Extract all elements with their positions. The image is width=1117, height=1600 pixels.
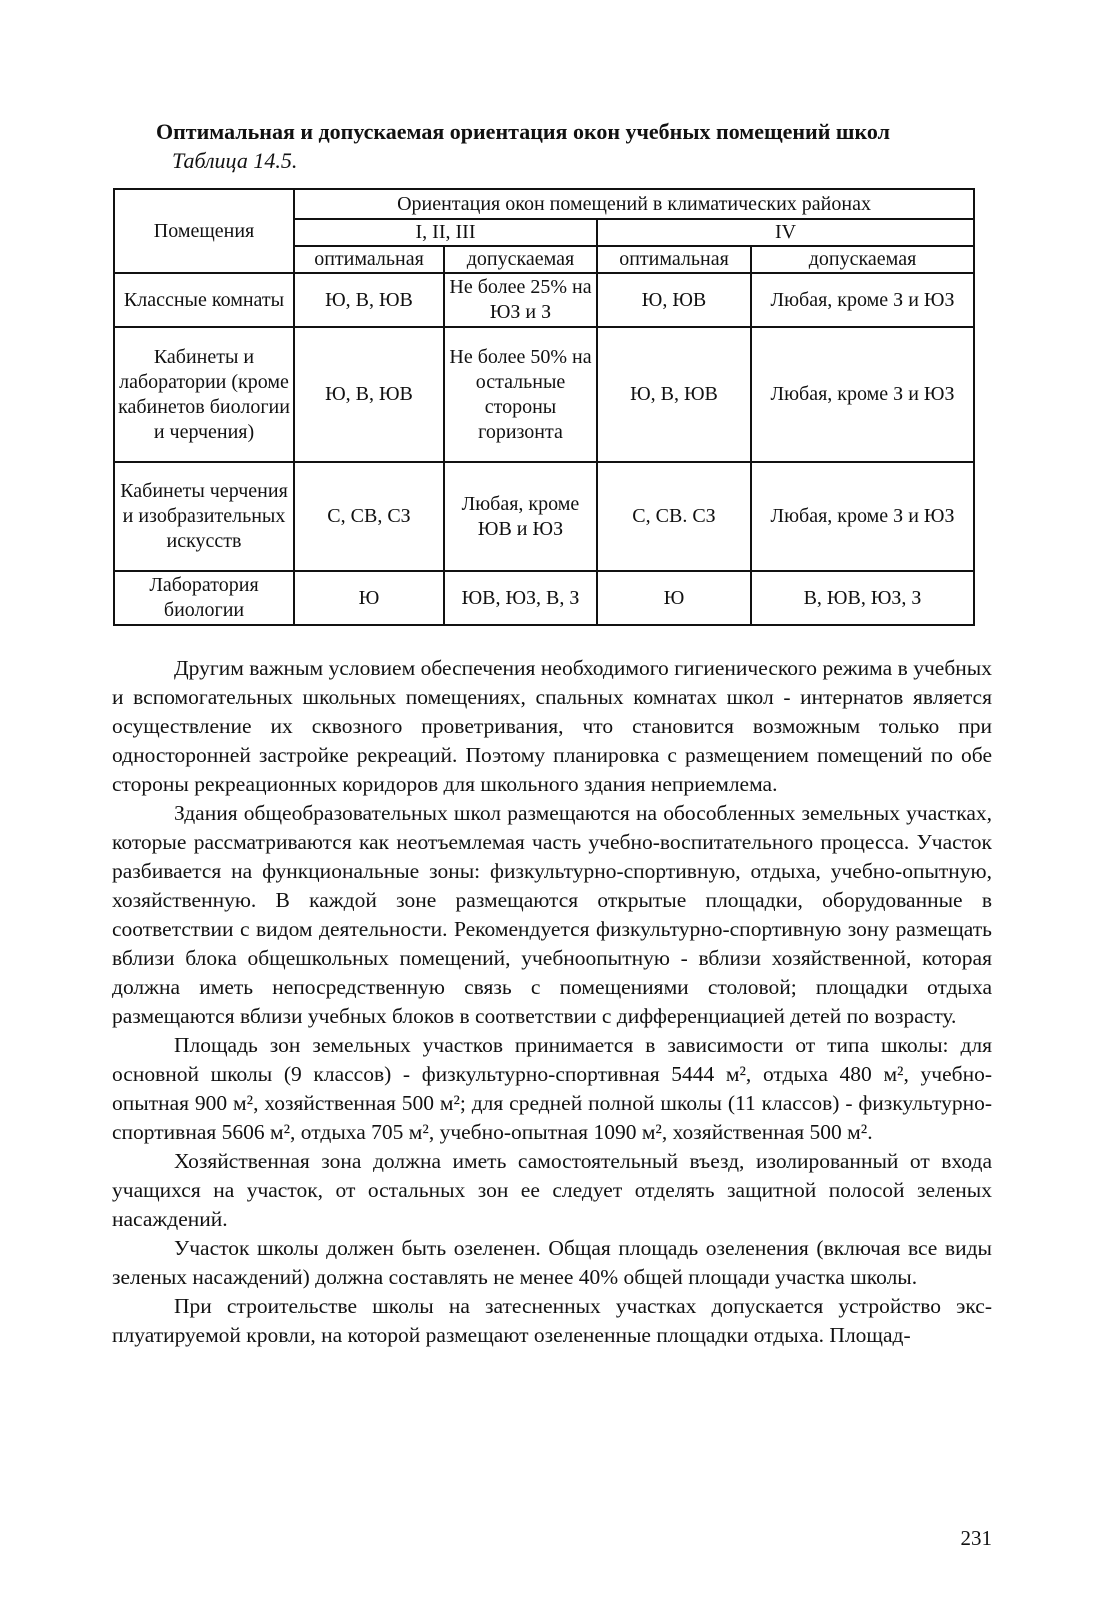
- subheader-optimal: оптимальная: [597, 246, 751, 273]
- table-cell: Не более 25% на ЮЗ и З: [444, 273, 597, 327]
- table-cell: С, СВ, СЗ: [294, 462, 444, 571]
- header-orientation-group: Ориентация окон помещений в климатических районах: [294, 189, 974, 219]
- table-cell: В, ЮВ, ЮЗ, З: [751, 571, 974, 625]
- table-cell: Ю: [294, 571, 444, 625]
- table-cell: Любая, кроме З и ЮЗ: [751, 273, 974, 327]
- table-cell: Ю, В, ЮВ: [294, 273, 444, 327]
- table-row: [114, 571, 974, 625]
- orientation-table: [113, 188, 975, 626]
- paragraph: Другим важным условием обеспечения необходимого гигиенического режима в учебных и вспомогательных школьных помещениях, спальных комнатах школ - интернатов является осуществление их сквозного проветривания, что становится возможным только при односторонней застройке рекреаций. Поэтому планировка с размещением помещений по обе стороны рекреационных коридоров для школьного здания неприемлема.: [112, 656, 992, 796]
- table-cell: Ю, В, ЮВ: [294, 327, 444, 462]
- room-name: Классные комнаты: [114, 273, 294, 327]
- room-name: Лаборатория биологии: [114, 571, 294, 625]
- table-cell: Не более 50% на остальные стороны горизонта: [444, 327, 597, 462]
- header-rooms: Помещения: [114, 189, 294, 273]
- table-cell: ЮВ, ЮЗ, В, З: [444, 571, 597, 625]
- room-name: Кабинеты и лаборатории (кроме кабинетов биологии и черчения): [114, 327, 294, 462]
- header-region-1-3: I, II, III: [294, 219, 597, 246]
- paragraph: Площадь зон земельных участков принимается в зависимости от типа школы: для основной школы (9 классов) - физкультурно-спортивная 5444 м², отдыха 480 м², учебно-опытная 900 м², хозяйственная 500 м²; для средней полной школы (11 классов) - физкультурно-спортивная 5606 м², отдыха 705 м², учебно-опытная 1090 м², хозяйственная 500 м².: [112, 1033, 992, 1144]
- table-cell: Ю, В, ЮВ: [597, 327, 751, 462]
- paragraph: Хозяйственная зона должна иметь самостоятельный въезд, изолированный от входа учащихся на участок, от остальных зон ее следует отделять защитной полосой зеленых насаждений.: [112, 1149, 992, 1231]
- table-cell: Ю, ЮВ: [597, 273, 751, 327]
- table-cell: Любая, кроме ЮВ и ЮЗ: [444, 462, 597, 571]
- table-caption: Таблица 14.5.: [172, 148, 298, 173]
- subheader-allowed: допускаемая: [751, 246, 974, 273]
- table-cell: Любая, кроме З и ЮЗ: [751, 327, 974, 462]
- subheader-allowed: допускаемая: [444, 246, 597, 273]
- table-cell: Любая, кроме З и ЮЗ: [751, 462, 974, 571]
- paragraph: Участок школы должен быть озеленен. Общая площадь озеленения (включая все виды зеленых насаждений) должна составлять не менее 40% общей площади участка школы.: [112, 1236, 992, 1289]
- page-number: 231: [960, 1526, 992, 1550]
- subheader-optimal: оптимальная: [294, 246, 444, 273]
- header-region-4: IV: [597, 219, 974, 246]
- paragraph: При строительстве школы на затесненных участках допускается устройство эксплуатируемой кровли, на которой размещают озелененные площадки отдыха. Площад-: [112, 1294, 992, 1347]
- body-text: [112, 654, 992, 1350]
- table-cell: С, СВ. СЗ: [597, 462, 751, 571]
- table-row: [114, 327, 974, 462]
- paragraph: Здания общеобразовательных школ размещаются на обособленных земельных участках, которые рассматриваются как неотъемлемая часть учебно-воспитательного процесса. Участок разбивается на функциональные зоны: физкультурно-спортивную, отдыха, учебно-опытную, хозяйственную. В каждой зоне размещаются открытые площадки, оборудованные в соответствии с видом деятельности. Рекомендуется физкультурно-спортивную зону размещать вблизи блока общешкольных помещений, учебноопытную - вблизи хозяйственной, которая должна иметь непосредственную связь с помещениями столовой; площадки отдыха размещаются вблизи учебных блоков в соответствии с дифференциацией детей по возрасту.: [112, 801, 992, 1028]
- room-name: Кабинеты черчения и изобразительных искусств: [114, 462, 294, 571]
- table-row: [114, 273, 974, 327]
- table-title: Оптимальная и допускаемая ориентация окон учебных помещений школ: [156, 119, 890, 144]
- table-row: [114, 462, 974, 571]
- table-cell: Ю: [597, 571, 751, 625]
